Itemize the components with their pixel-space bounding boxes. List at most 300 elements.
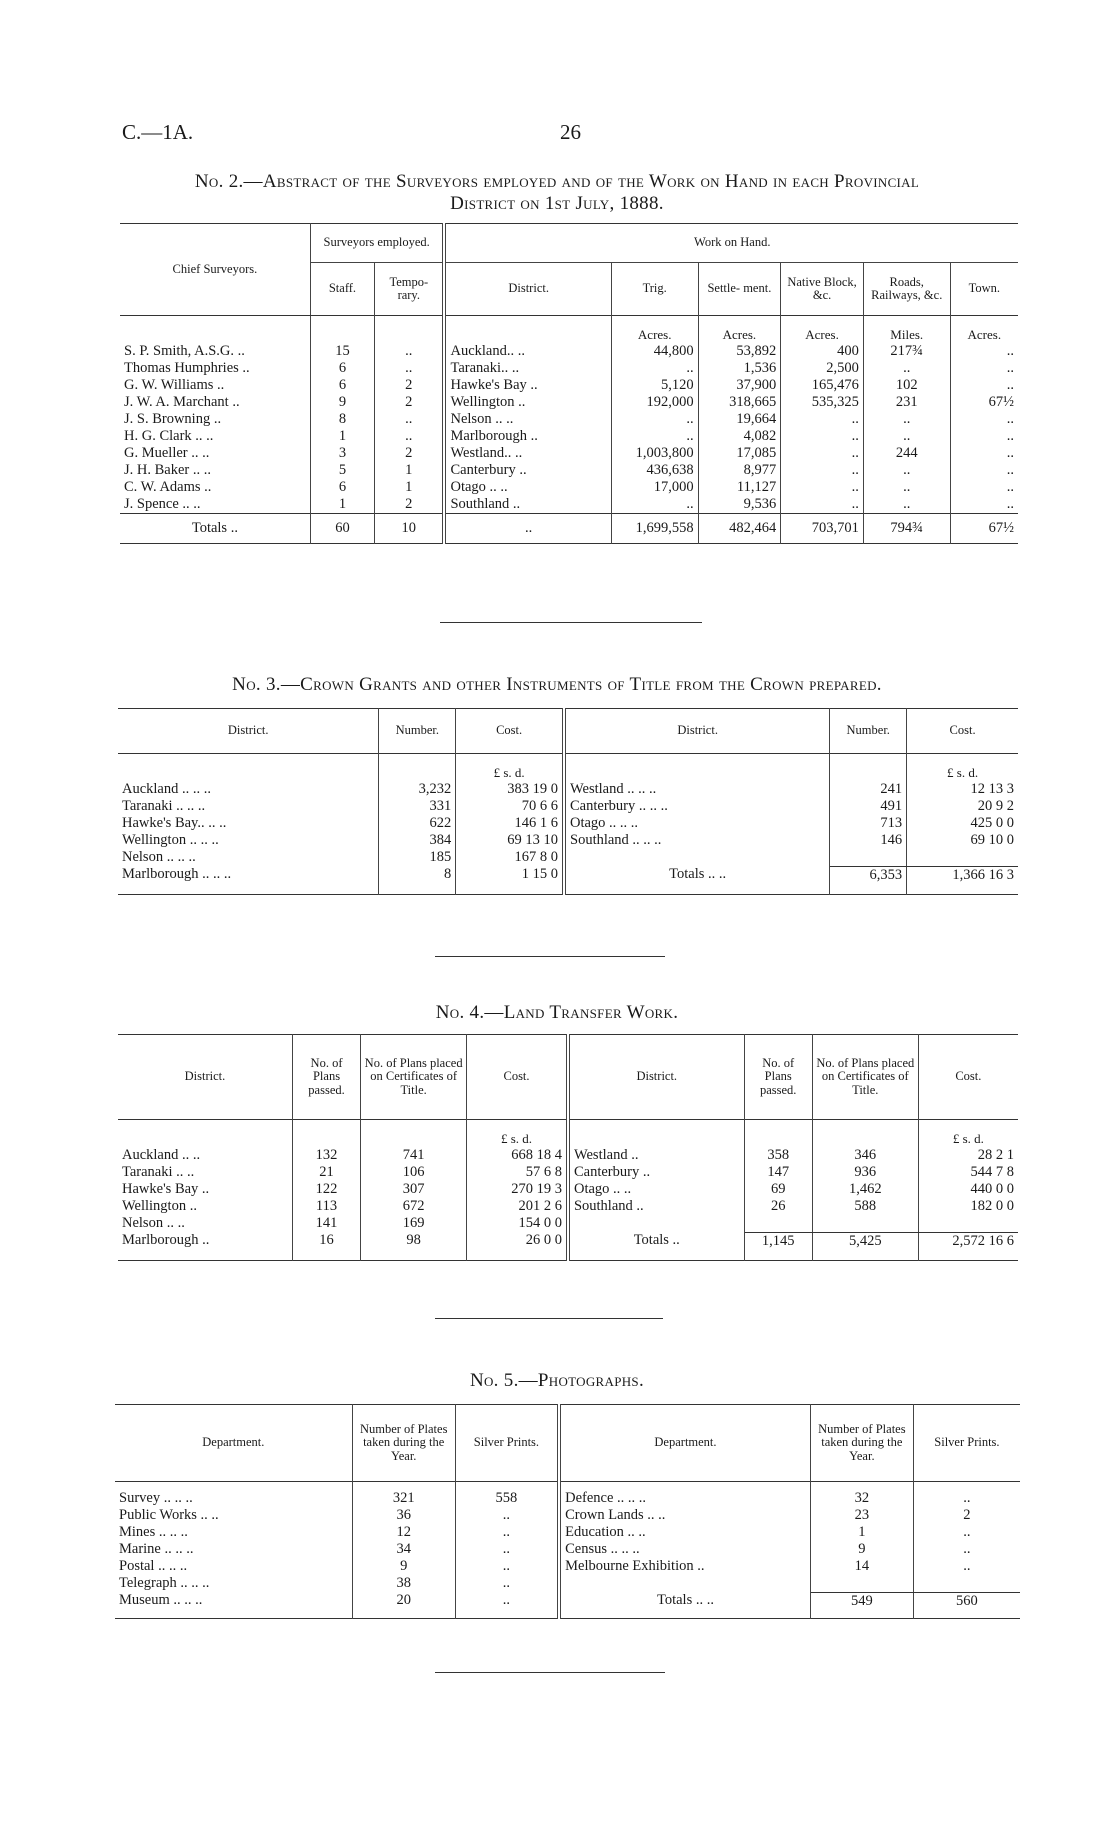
department-name: Survey .. .. ..: [115, 1490, 352, 1507]
district-name: Auckland.. ..: [444, 343, 611, 360]
table-row: [118, 1164, 1018, 1181]
table-row: [115, 1575, 1020, 1592]
district-name: Nelson .. ..: [444, 411, 611, 428]
temporary-count: ..: [375, 428, 445, 445]
staff-count: 6: [310, 479, 374, 496]
department-name: Telegraph .. .. ..: [115, 1575, 352, 1592]
chief-surveyor: S. P. Smith, A.S.G. ..: [120, 343, 310, 360]
plans-placed: 346: [812, 1147, 918, 1164]
col-chief-surveyors: Chief Surveyors.: [120, 224, 310, 316]
table-row: [115, 1558, 1020, 1575]
plates-taken: 20: [352, 1592, 455, 1610]
silver-prints: ..: [455, 1524, 559, 1541]
table-row: [120, 445, 1018, 462]
town-acres: ..: [1006, 377, 1014, 393]
roads-miles: ..: [863, 411, 950, 428]
settlement-acres: 37,900: [698, 377, 781, 394]
total-plans-passed: 1,145: [744, 1232, 812, 1250]
plates-taken: 1: [810, 1524, 913, 1541]
plans-placed: 307: [361, 1181, 467, 1198]
plates-taken: 12: [352, 1524, 455, 1541]
table-row: [120, 462, 1018, 479]
silver-prints: ..: [455, 1592, 559, 1610]
district-name: Nelson .. ..: [118, 1215, 292, 1232]
roads-miles: 231: [863, 394, 950, 411]
col-district-right: District.: [564, 709, 830, 754]
number-value: 146: [830, 832, 907, 849]
plans-passed: 16: [292, 1232, 360, 1250]
col-department-left: Department.: [115, 1405, 352, 1482]
chief-surveyor: J. Spence .. ..: [120, 496, 310, 514]
settlement-acres: 53,892: [698, 343, 781, 360]
settlement-acres: 8,977: [698, 462, 781, 479]
cost-value: 20 9 2: [977, 798, 1014, 814]
plans-passed: 113: [292, 1198, 360, 1215]
col-plans-passed-right: No. of Plans passed.: [744, 1035, 812, 1120]
plates-taken: 14: [810, 1558, 913, 1575]
number-value: 8: [379, 866, 456, 884]
number-value: 185: [379, 849, 456, 866]
totals-label: Totals ..: [568, 1232, 744, 1250]
total-town: 67½: [988, 520, 1014, 536]
col-settlement: Settle- ment.: [698, 263, 781, 316]
col-surveyors-employed: Surveyors employed.: [310, 224, 444, 263]
trig-acres: ..: [611, 360, 698, 377]
plates-taken: 9: [352, 1558, 455, 1575]
page-ref: C.—1A.: [122, 120, 194, 144]
table4-title: No. 4.—Land Transfer Work.: [435, 1002, 679, 1023]
district-name: Hawke's Bay.. .. ..: [118, 815, 379, 832]
col-silver-left: Silver Prints.: [455, 1405, 559, 1482]
silver-prints: ..: [455, 1558, 559, 1575]
col-cost-left: Cost.: [467, 1035, 568, 1120]
district-name: Westland ..: [568, 1147, 744, 1164]
table-row: [120, 394, 1018, 411]
total-settlement: 482,464: [698, 514, 781, 544]
lsd-right: £ s. d.: [952, 1131, 984, 1146]
plans-placed: 169: [361, 1215, 467, 1232]
chief-surveyor: J. H. Baker .. ..: [120, 462, 310, 479]
total-cost: 1,366 16 3: [952, 866, 1014, 883]
town-acres: ..: [1006, 411, 1014, 427]
cost-value: 12 13 3: [970, 781, 1014, 797]
town-acres: ..: [1006, 479, 1014, 495]
district-name: Southland ..: [568, 1198, 744, 1215]
table-row: [118, 781, 1018, 798]
unit-trig: Acres.: [611, 316, 698, 344]
table-row: [118, 1198, 1018, 1215]
department-name: Census .. .. ..: [559, 1541, 810, 1558]
chief-surveyor: G. Mueller .. ..: [120, 445, 310, 462]
trig-acres: 5,120: [611, 377, 698, 394]
table-row: [118, 832, 1018, 849]
col-plates-left: Number of Plates taken during the Year.: [352, 1405, 455, 1482]
native-block-acres: ..: [781, 445, 864, 462]
district-name: Taranaki .. ..: [118, 1164, 292, 1181]
col-cost-right: Cost.: [955, 1069, 982, 1084]
temporary-count: 1: [375, 479, 445, 496]
unit-town: Acres.: [967, 327, 1002, 342]
cost-value: 544 7 8: [970, 1164, 1014, 1180]
native-block-acres: ..: [781, 462, 864, 479]
plates-taken: 32: [810, 1490, 913, 1507]
plans-placed: 106: [361, 1164, 467, 1181]
table-row: [118, 1147, 1018, 1164]
district-name: Otago .. .. ..: [564, 815, 830, 832]
roads-miles: ..: [863, 360, 950, 377]
table2-totals-row: [120, 514, 1018, 544]
col-staff: Staff.: [310, 263, 374, 316]
table-row: [120, 411, 1018, 428]
col-department-right: Department.: [559, 1405, 810, 1482]
cost-value: 668 18 4: [467, 1147, 568, 1164]
trig-acres: 436,638: [611, 462, 698, 479]
cost-value: 69 10 0: [970, 832, 1014, 848]
plans-passed: 69: [744, 1181, 812, 1198]
settlement-acres: 318,665: [698, 394, 781, 411]
department-name: Public Works .. ..: [115, 1507, 352, 1524]
temporary-count: ..: [375, 411, 445, 428]
department-name: Crown Lands .. ..: [559, 1507, 810, 1524]
table-row: [115, 1524, 1020, 1541]
settlement-acres: 11,127: [698, 479, 781, 496]
settlement-acres: 17,085: [698, 445, 781, 462]
cost-value: 1 15 0: [456, 866, 564, 884]
district-name: Canterbury ..: [444, 462, 611, 479]
total-plates: 549: [810, 1592, 913, 1610]
roads-miles: 244: [863, 445, 950, 462]
temporary-count: 2: [375, 377, 445, 394]
district-name: Taranaki.. ..: [444, 360, 611, 377]
native-block-acres: 535,325: [781, 394, 864, 411]
col-cost-right: Cost.: [949, 723, 976, 738]
temporary-count: 2: [375, 496, 445, 514]
table3-crown-grants: [118, 708, 1018, 895]
plans-passed: 132: [292, 1147, 360, 1164]
table-row: [120, 343, 1018, 360]
town-acres: ..: [1006, 360, 1014, 376]
plates-taken: 321: [352, 1490, 455, 1507]
cost-value: 69 13 10: [456, 832, 564, 849]
temporary-count: ..: [375, 343, 445, 360]
district-name: Southland ..: [444, 496, 611, 514]
native-block-acres: 165,476: [781, 377, 864, 394]
native-block-acres: ..: [781, 496, 864, 514]
settlement-acres: 19,664: [698, 411, 781, 428]
temporary-count: 2: [375, 445, 445, 462]
district-name: Auckland .. ..: [118, 1147, 292, 1164]
plans-passed: 147: [744, 1164, 812, 1181]
plans-passed: 358: [744, 1147, 812, 1164]
unit-native: Acres.: [781, 316, 864, 344]
table-row: [120, 496, 1018, 514]
roads-miles: ..: [863, 479, 950, 496]
table2-title-line1: No. 2.—Abstract of the Surveyors employed and of the Work on Hand in each Provincial: [194, 171, 920, 192]
total-number: 6,353: [830, 866, 907, 884]
divider-1: [440, 622, 702, 623]
plates-taken: 38: [352, 1575, 455, 1592]
page-number: 26: [560, 120, 581, 144]
table-row: [118, 1181, 1018, 1198]
table-row: [120, 377, 1018, 394]
cost-value: 146 1 6: [456, 815, 564, 832]
silver-prints: ..: [963, 1541, 971, 1557]
plans-placed: 741: [361, 1147, 467, 1164]
district-name: Marlborough ..: [118, 1232, 292, 1250]
unit-settlement: Acres.: [698, 316, 781, 344]
trig-acres: 192,000: [611, 394, 698, 411]
district-name: Otago .. ..: [444, 479, 611, 496]
plates-taken: 36: [352, 1507, 455, 1524]
table5-title: No. 5.—Photographs.: [469, 1370, 645, 1391]
cost-value: 270 19 3: [467, 1181, 568, 1198]
table-row: [115, 1592, 1020, 1610]
department-name: Defence .. .. ..: [559, 1490, 810, 1507]
native-block-acres: 2,500: [781, 360, 864, 377]
total-district: ..: [444, 514, 611, 544]
plans-passed: 122: [292, 1181, 360, 1198]
district-name: Taranaki .. .. ..: [118, 798, 379, 815]
roads-miles: 217¾: [863, 343, 950, 360]
town-acres: ..: [1006, 428, 1014, 444]
district-name: Hawke's Bay ..: [444, 377, 611, 394]
lsd-right: £ s. d.: [947, 765, 979, 780]
town-acres: ..: [1006, 445, 1014, 461]
district-name: Wellington ..: [444, 394, 611, 411]
district-name: Hawke's Bay ..: [118, 1181, 292, 1198]
native-block-acres: ..: [781, 479, 864, 496]
table-row: [118, 849, 1018, 866]
col-plans-placed-left: No. of Plans placed on Certificates of Title.: [361, 1035, 467, 1120]
table-row: [115, 1490, 1020, 1507]
chief-surveyor: J. W. A. Marchant ..: [120, 394, 310, 411]
totals-label: Totals ..: [120, 514, 310, 544]
plans-passed: 26: [744, 1198, 812, 1215]
col-district-left: District.: [118, 1035, 292, 1120]
plans-placed: 98: [361, 1232, 467, 1250]
cost-value: 28 2 1: [977, 1147, 1014, 1163]
district-name: Wellington .. .. ..: [118, 832, 379, 849]
town-acres: ..: [1006, 496, 1014, 512]
staff-count: 6: [310, 377, 374, 394]
staff-count: 5: [310, 462, 374, 479]
lsd-left: £ s. d.: [467, 1120, 568, 1148]
plans-passed: 141: [292, 1215, 360, 1232]
district-name: Marlborough .. .. ..: [118, 866, 379, 884]
trig-acres: 44,800: [611, 343, 698, 360]
table-row: [120, 360, 1018, 377]
department-name: Postal .. .. ..: [115, 1558, 352, 1575]
temporary-count: 1: [375, 462, 445, 479]
native-block-acres: ..: [781, 411, 864, 428]
staff-count: 6: [310, 360, 374, 377]
table-row: [118, 815, 1018, 832]
plates-taken: 34: [352, 1541, 455, 1558]
district-name: Westland .. .. ..: [564, 781, 830, 798]
table-row: [115, 1541, 1020, 1558]
table2-title-line2: District on 1st July, 1888.: [450, 193, 664, 214]
district-name: Southland .. .. ..: [564, 832, 830, 849]
total-temporary: 10: [375, 514, 445, 544]
number-value: 3,232: [379, 781, 456, 798]
total-staff: 60: [310, 514, 374, 544]
total-plans-placed: 5,425: [812, 1232, 918, 1250]
table2-surveyors: [120, 223, 1018, 544]
native-block-acres: ..: [781, 428, 864, 445]
silver-prints: ..: [963, 1490, 971, 1506]
col-plans-placed-right: No. of Plans placed on Certificates of Title.: [812, 1035, 918, 1120]
number-value: 384: [379, 832, 456, 849]
staff-count: 8: [310, 411, 374, 428]
unit-roads: Miles.: [863, 316, 950, 344]
divider-4: [435, 1672, 665, 1673]
col-plans-passed-left: No. of Plans passed.: [292, 1035, 360, 1120]
settlement-acres: 4,082: [698, 428, 781, 445]
town-acres: ..: [1006, 343, 1014, 359]
temporary-count: ..: [375, 360, 445, 377]
cost-value: 425 0 0: [970, 815, 1014, 831]
table-row: [115, 1507, 1020, 1524]
trig-acres: 17,000: [611, 479, 698, 496]
staff-count: 9: [310, 394, 374, 411]
total-silver-prints: 560: [956, 1592, 978, 1609]
trig-acres: ..: [611, 411, 698, 428]
cost-value: 440 0 0: [970, 1181, 1014, 1197]
silver-prints: 558: [455, 1490, 559, 1507]
chief-surveyor: G. W. Williams ..: [120, 377, 310, 394]
divider-2: [435, 956, 665, 957]
table-row: [120, 428, 1018, 445]
cost-value: 201 2 6: [467, 1198, 568, 1215]
silver-prints: ..: [455, 1541, 559, 1558]
table4-land-transfer: [118, 1034, 1018, 1261]
district-name: Westland.. ..: [444, 445, 611, 462]
trig-acres: ..: [611, 428, 698, 445]
col-plates-right: Number of Plates taken during the Year.: [810, 1405, 913, 1482]
col-number-right: Number.: [830, 709, 907, 754]
cost-value: 182 0 0: [970, 1198, 1014, 1214]
department-name: Mines .. .. ..: [115, 1524, 352, 1541]
staff-count: 3: [310, 445, 374, 462]
roads-miles: ..: [863, 428, 950, 445]
number-value: 622: [379, 815, 456, 832]
col-work-on-hand: Work on Hand.: [444, 224, 1018, 263]
totals-label: Totals .. ..: [559, 1592, 810, 1610]
department-name: Education .. ..: [559, 1524, 810, 1541]
district-name: Otago .. ..: [568, 1181, 744, 1198]
town-acres: 67½: [988, 394, 1014, 410]
town-acres: ..: [1006, 462, 1014, 478]
col-silver-right: Silver Prints.: [934, 1435, 1000, 1450]
plates-taken: 9: [810, 1541, 913, 1558]
total-trig: 1,699,558: [611, 514, 698, 544]
col-roads-railways: Roads, Railways, &c.: [863, 263, 950, 316]
totals-label: Totals .. ..: [564, 866, 830, 884]
total-roads: 794¾: [863, 514, 950, 544]
silver-prints: ..: [963, 1524, 971, 1540]
department-name: Marine .. .. ..: [115, 1541, 352, 1558]
trig-acres: 1,003,800: [611, 445, 698, 462]
number-value: 241: [830, 781, 907, 798]
settlement-acres: 1,536: [698, 360, 781, 377]
chief-surveyor: J. S. Browning ..: [120, 411, 310, 428]
lsd-left: £ s. d.: [456, 754, 564, 782]
number-value: 491: [830, 798, 907, 815]
trig-acres: ..: [611, 496, 698, 514]
col-native-block: Native Block, &c.: [781, 263, 864, 316]
divider-3: [435, 1318, 663, 1319]
plans-placed: 1,462: [812, 1181, 918, 1198]
district-name: Wellington ..: [118, 1198, 292, 1215]
district-name: Canterbury .. .. ..: [564, 798, 830, 815]
silver-prints: ..: [455, 1507, 559, 1524]
district-name: Auckland .. .. ..: [118, 781, 379, 798]
cost-value: 167 8 0: [456, 849, 564, 866]
staff-count: 1: [310, 428, 374, 445]
table-row: [118, 798, 1018, 815]
chief-surveyor: Thomas Humphries ..: [120, 360, 310, 377]
settlement-acres: 9,536: [698, 496, 781, 514]
plans-passed: 21: [292, 1164, 360, 1181]
plans-placed: 672: [361, 1198, 467, 1215]
number-value: 713: [830, 815, 907, 832]
roads-miles: ..: [863, 462, 950, 479]
col-district-right: District.: [568, 1035, 744, 1120]
district-name: Nelson .. .. ..: [118, 849, 379, 866]
district-name: Canterbury ..: [568, 1164, 744, 1181]
col-district: District.: [444, 263, 611, 316]
chief-surveyor: H. G. Clark .. ..: [120, 428, 310, 445]
plans-placed: 588: [812, 1198, 918, 1215]
table3-title: No. 3.—Crown Grants and other Instruments of Title from the Crown prepared.: [232, 674, 882, 695]
cost-value: 383 19 0: [456, 781, 564, 798]
table-row: [118, 866, 1018, 884]
table-row: [118, 1215, 1018, 1232]
col-town: Town.: [968, 281, 1001, 296]
cost-value: 57 6 8: [467, 1164, 568, 1181]
col-temporary: Tempo- rary.: [375, 263, 445, 316]
table-row: [118, 1232, 1018, 1250]
table-row: [120, 479, 1018, 496]
native-block-acres: 400: [781, 343, 864, 360]
plans-placed: 936: [812, 1164, 918, 1181]
number-value: 331: [379, 798, 456, 815]
silver-prints: ..: [455, 1575, 559, 1592]
cost-value: 70 6 6: [456, 798, 564, 815]
cost-value: 154 0 0: [467, 1215, 568, 1232]
district-name: Marlborough ..: [444, 428, 611, 445]
table5-photographs: [115, 1404, 1020, 1619]
total-native: 703,701: [781, 514, 864, 544]
silver-prints: 2: [963, 1507, 971, 1523]
col-cost-left: Cost.: [456, 709, 564, 754]
staff-count: 1: [310, 496, 374, 514]
roads-miles: ..: [863, 496, 950, 514]
silver-prints: ..: [963, 1558, 971, 1574]
col-number-left: Number.: [379, 709, 456, 754]
col-trig: Trig.: [611, 263, 698, 316]
chief-surveyor: C. W. Adams ..: [120, 479, 310, 496]
plates-taken: 23: [810, 1507, 913, 1524]
roads-miles: 102: [863, 377, 950, 394]
department-name: Melbourne Exhibition ..: [559, 1558, 810, 1575]
total-cost: 2,572 16 6: [952, 1232, 1014, 1249]
staff-count: 15: [310, 343, 374, 360]
temporary-count: 2: [375, 394, 445, 411]
cost-value: 26 0 0: [467, 1232, 568, 1250]
department-name: Museum .. .. ..: [115, 1592, 352, 1610]
col-district-left: District.: [118, 709, 379, 754]
